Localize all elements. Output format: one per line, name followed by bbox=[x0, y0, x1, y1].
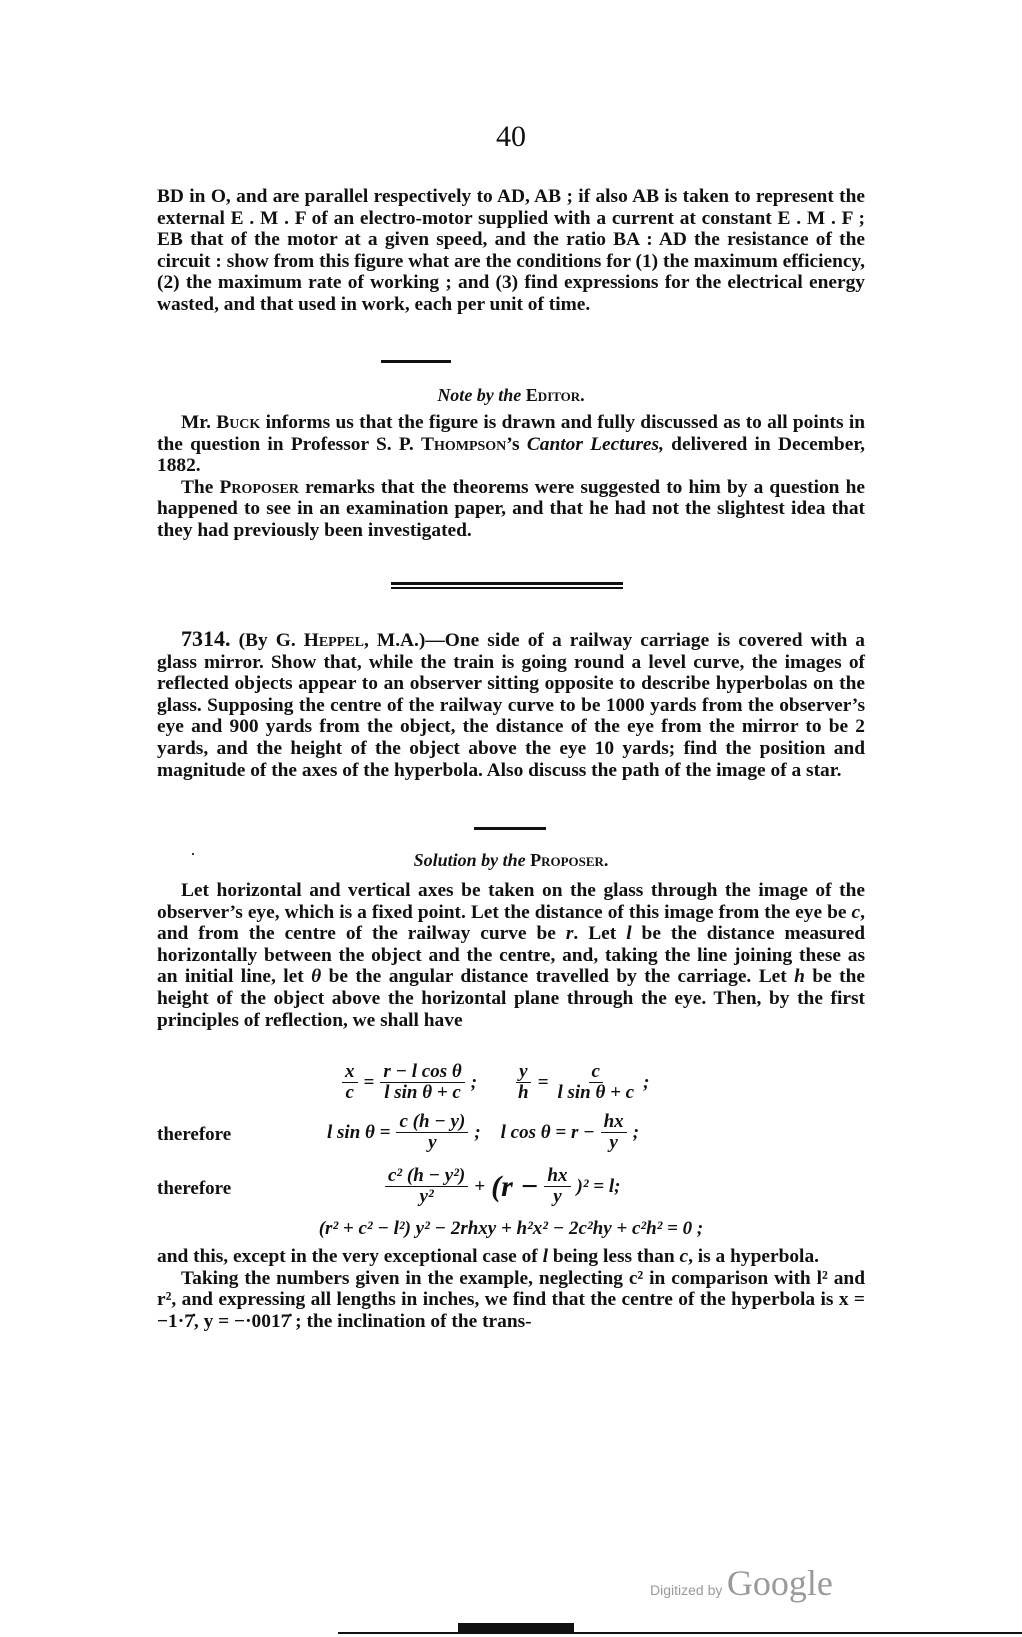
text: One side of a railway carriage is covered with a glass mirror. Show that, while the train is going round a level curve, the images of reflected objects appear to an observer sitting opposite to describe hyperbolas on the glass. Supposing the centre of the railway curve to be 1000 yards from the observer’s eye and 900 yards from the object, the distance of the eye from the mirror to be 2 yards, and the height of the object above the eye 10 yards; find the position and magnitude of the axes of the hyperbola. Also discuss the path of the image of a star. bbox=[157, 630, 866, 781]
numerator: c² (h − y²) bbox=[385, 1166, 468, 1187]
fraction bbox=[601, 1112, 627, 1153]
equals: = bbox=[537, 1071, 549, 1093]
editor-note bbox=[157, 412, 865, 542]
plus: + bbox=[474, 1175, 486, 1197]
fraction bbox=[515, 1062, 532, 1103]
text: be the height of the object above the horizontal plane through the eye. Then, by the first principles of reflection, we shall have bbox=[157, 966, 866, 1031]
var-h: h bbox=[794, 966, 805, 988]
editor-note-para-2 bbox=[157, 477, 865, 542]
equation-4: (r² + c² − l²) y² − 2rhxy + h²x² − 2c²hy + c²h² = 0 ; bbox=[318, 1218, 704, 1239]
heading-smallcaps: Proposer. bbox=[530, 850, 609, 870]
heading-smallcaps: Editor. bbox=[525, 385, 585, 405]
equation-body bbox=[327, 1112, 639, 1153]
solution-heading bbox=[0, 850, 1022, 871]
page-edge-line bbox=[338, 1632, 1022, 1634]
numerator: c bbox=[589, 1062, 603, 1083]
paren-open: (r − bbox=[491, 1169, 539, 1203]
solution-text bbox=[157, 880, 865, 1031]
lhs: l sin θ = bbox=[327, 1121, 391, 1143]
solution-text bbox=[157, 1246, 865, 1268]
var-c: c bbox=[851, 901, 861, 923]
text: ’s bbox=[506, 433, 527, 455]
separator: ; bbox=[643, 1071, 650, 1093]
numerator: hx bbox=[544, 1166, 570, 1187]
var-theta: θ bbox=[311, 966, 322, 988]
author-name: Heppel bbox=[303, 630, 364, 651]
text: The bbox=[181, 476, 220, 498]
numerator: x bbox=[342, 1062, 358, 1083]
equation-body bbox=[342, 1062, 649, 1103]
digitized-by-google-watermark bbox=[650, 1562, 833, 1604]
therefore-label: therefore bbox=[157, 1178, 232, 1199]
var-l: l bbox=[542, 1246, 548, 1267]
denominator: y bbox=[609, 1132, 618, 1153]
continuation-text: BD in O, and are parallel respectively to AD, AB ; if also AB is taken to represent the external E . M . F of an electro-motor supplied with a current at constant E . M . F ; EB that of the motor at a given speed, and the ratio BA : AD the resistance of the circuit : show from this figure what are the conditions for (1) the maximum efficiency, (2) the maximum rate of working ; and (3) find expressions for the electrical energy wasted, and that used in work, each per unit of time. bbox=[157, 186, 865, 315]
double-rule-divider bbox=[391, 582, 623, 589]
equation-body bbox=[385, 1166, 620, 1207]
text: and this, except in the very exceptional case of bbox=[157, 1246, 543, 1267]
text: Let horizontal and vertical axes be taken on the glass through the image of the observer’s eye, which is a fixed point. Let the distance of this image from the eye be bbox=[157, 880, 865, 923]
var-c: c bbox=[679, 1246, 689, 1267]
section-divider bbox=[381, 360, 451, 363]
text: remarks that the theorems were suggested to him by a question he happened to see in an examination paper, and that he had not the slightest idea that they had previously been investigated. bbox=[157, 476, 865, 541]
text: be the angular distance travelled by the carriage. Let bbox=[321, 966, 795, 988]
text: Mr. bbox=[181, 412, 217, 433]
denominator: y bbox=[428, 1132, 437, 1153]
denominator: l sin θ + c bbox=[384, 1082, 461, 1103]
text: , M.A.)— bbox=[363, 630, 445, 651]
therefore-label: therefore bbox=[157, 1124, 232, 1145]
editor-note-para-1 bbox=[157, 412, 865, 477]
name-buck: Buck bbox=[216, 412, 261, 433]
heading-italic: Note by the bbox=[437, 385, 522, 405]
denominator: h bbox=[518, 1082, 529, 1103]
separator: ; bbox=[470, 1071, 478, 1093]
separator: ; bbox=[474, 1121, 481, 1143]
separator: ; bbox=[632, 1121, 640, 1143]
solution-paragraph-1 bbox=[157, 880, 865, 1031]
var-r: r bbox=[565, 923, 574, 945]
fraction bbox=[396, 1112, 468, 1153]
fraction bbox=[342, 1062, 358, 1103]
section-divider bbox=[474, 827, 546, 830]
editor-note-heading bbox=[0, 385, 1022, 406]
text: , is a hyperbola. bbox=[688, 1246, 819, 1267]
text: delivered in December, 1882. bbox=[157, 433, 865, 477]
denominator: c bbox=[345, 1082, 354, 1103]
numerator: c (h − y) bbox=[396, 1112, 468, 1133]
equals: = bbox=[363, 1071, 375, 1093]
equation-3 bbox=[157, 1166, 865, 1216]
text: (By G. bbox=[230, 630, 304, 651]
paren-close: )² = l; bbox=[576, 1175, 621, 1197]
text: . Let bbox=[573, 923, 627, 945]
text: being less than bbox=[548, 1246, 680, 1267]
numerator: y bbox=[516, 1062, 530, 1083]
page-edge-shadow bbox=[458, 1623, 574, 1634]
denominator: l sin θ + c bbox=[557, 1082, 635, 1103]
page-number: 40 bbox=[496, 120, 526, 153]
solution-paragraph-3: Taking the numbers given in the example, neglecting c² in comparison with l² and r², and expressing all lengths in inches, we find that the centre of the hyperbola is x = −1·7̇, y = −·0017̇ ; the inclination of the trans- bbox=[157, 1267, 865, 1332]
text: be the distance measured horizontally between the object and the centre, and, taking the line joining these as an initial line, let bbox=[157, 923, 865, 988]
text: , and from the centre of the railway curve be bbox=[157, 901, 865, 945]
fraction bbox=[544, 1166, 570, 1207]
question-7314 bbox=[157, 628, 865, 781]
equation-2 bbox=[157, 1112, 865, 1162]
fraction bbox=[380, 1062, 464, 1103]
name-thompson: Thompson bbox=[421, 433, 507, 455]
google-logo: Google bbox=[726, 1563, 833, 1603]
book-title: Cantor Lectures, bbox=[526, 433, 664, 455]
numerator: r − l cos θ bbox=[380, 1062, 464, 1083]
question-number: 7314. bbox=[181, 626, 231, 651]
numerator: hx bbox=[601, 1112, 627, 1133]
fraction bbox=[554, 1062, 637, 1103]
continuation-paragraph bbox=[157, 186, 865, 316]
solution-paragraph-2 bbox=[157, 1246, 865, 1332]
lhs: l cos θ = r − bbox=[500, 1121, 595, 1143]
question-text bbox=[157, 628, 865, 781]
denominator: y² bbox=[419, 1186, 434, 1207]
var-l: l bbox=[626, 923, 632, 945]
text: informs us that the figure is drawn and fully discussed as to all points in the question in Professor S. P. bbox=[157, 412, 865, 455]
digitized-by-label: Digitized by bbox=[650, 1582, 723, 1598]
heading-italic: Solution by the bbox=[413, 850, 526, 870]
equation-1 bbox=[157, 1062, 865, 1112]
denominator: y bbox=[553, 1186, 562, 1207]
fraction bbox=[385, 1166, 468, 1207]
proposer-label: Proposer bbox=[219, 476, 299, 498]
